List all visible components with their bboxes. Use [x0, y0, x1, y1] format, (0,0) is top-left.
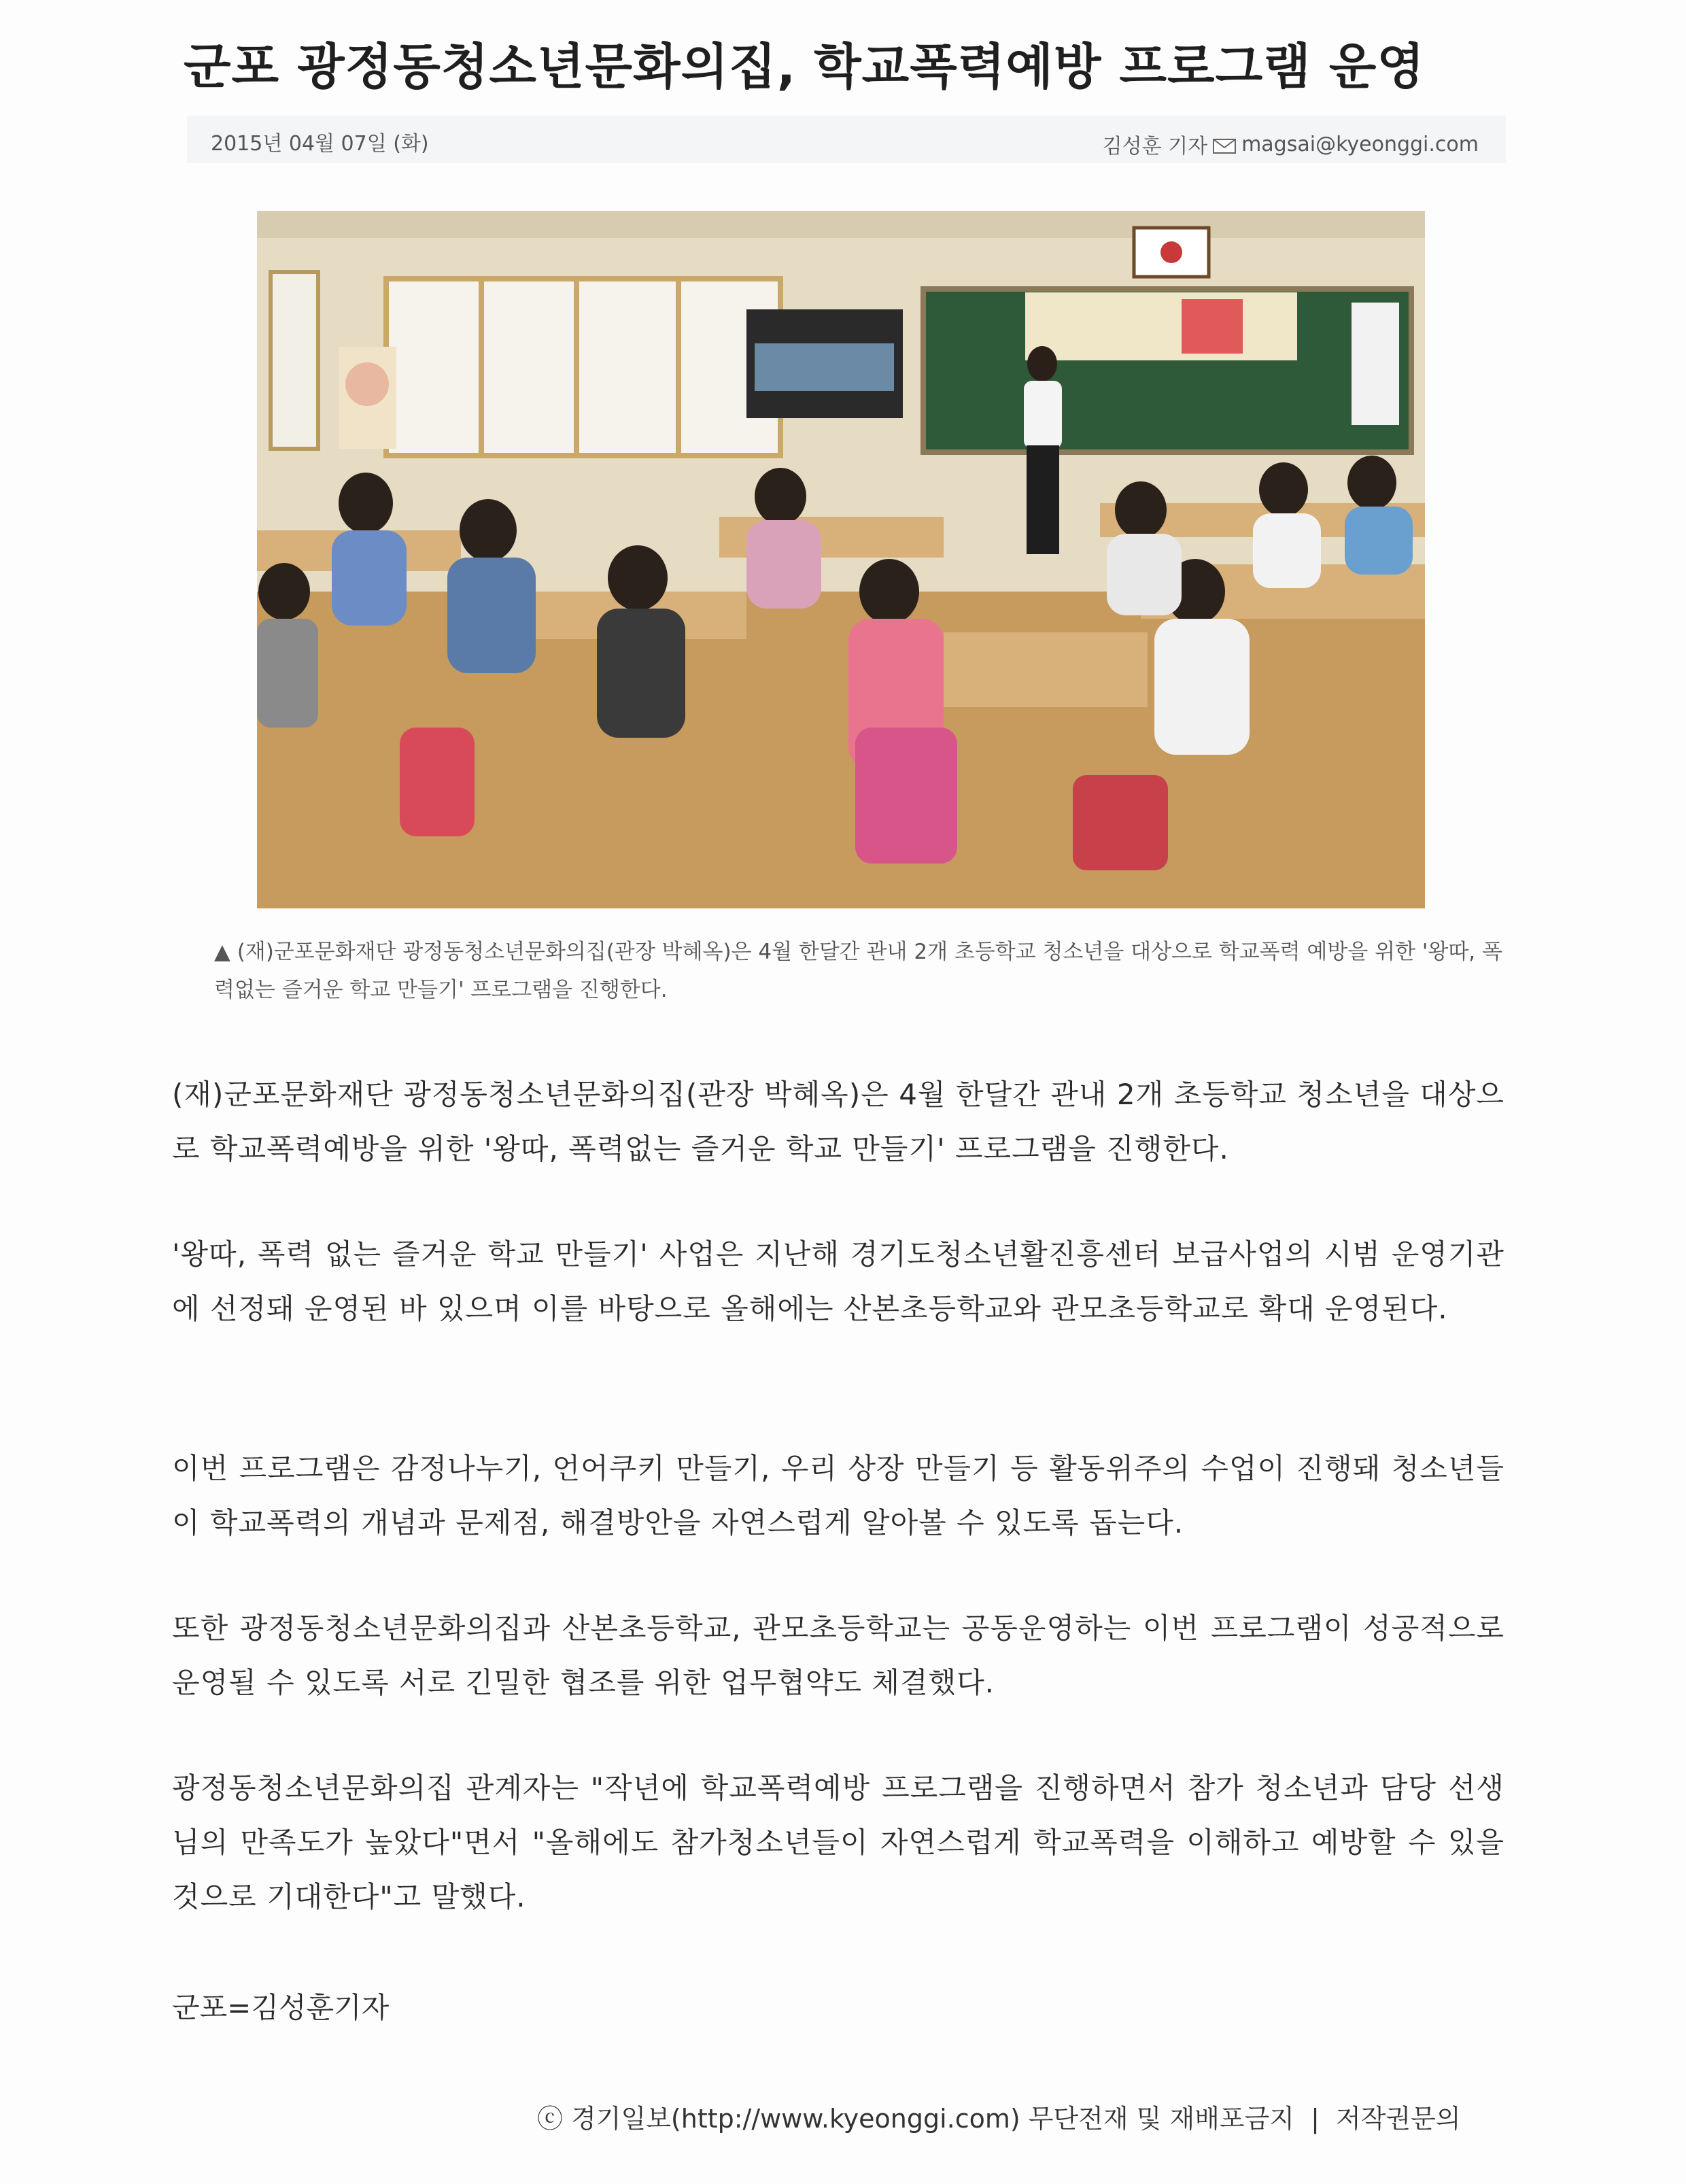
photo-caption: ▲ (재)군포문화재단 광정동청소년문화의집(관장 박혜옥)은 4월 한달간 관내 2개 초등학교 청소년을 대상으로 학교폭력 예방을 위한 '왕따, 폭력없는 즐거운 학교 만들기' 프로그램을 진행한다. — [214, 940, 1502, 1002]
reporter-email[interactable]: magsai@kyeonggi.com — [1241, 132, 1479, 156]
article-paragraph: '왕따, 폭력 없는 즐거운 학교 만들기' 사업은 지난해 경기도청소년활진흥센터 보급사업의 시범 운영기관에 선정돼 운영된 바 있으며 이를 바탕으로 올해에는 산본초등학교와 관모초등학교로 확대 운영된다. — [172, 1238, 1504, 1325]
footer-separator: | — [1311, 2104, 1320, 2134]
article-paragraph: 또한 광정동청소년문화의집과 산본초등학교, 관모초등학교는 공동운영하는 이번 프로그램이 성공적으로 운영될 수 있도록 서로 긴밀한 협조를 위한 업무협약도 체결했다. — [172, 1611, 1504, 1699]
byline — [1103, 129, 1479, 159]
article-meta-bar — [187, 116, 1506, 163]
article-paragraph: 이번 프로그램은 감정나누기, 언어쿠키 만들기, 우리 상장 만들기 등 활동위주의 수업이 진행돼 청소년들이 학교폭력의 개념과 문제점, 해결방안을 자연스럽게 알아볼 수 있도록 돕는다. — [172, 1452, 1504, 1539]
copyright-notice[interactable]: ⓒ 경기일보(http://www.kyeonggi.com) 무단전재 및 재배포금지 — [537, 2104, 1295, 2134]
article-signature: 군포=김성훈기자 — [172, 1991, 390, 2024]
article-paragraph: (재)군포문화재단 광정동청소년문화의집(관장 박혜옥)은 4월 한달간 관내 2개 초등학교 청소년을 대상으로 학교폭력예방을 위한 '왕따, 폭력없는 즐거운 학교 만들기' 프로그램을 진행한다. — [172, 1078, 1504, 1165]
article-paragraph: 광정동청소년문화의집 관계자는 "작년에 학교폭력예방 프로그램을 진행하면서 참가 청소년과 담당 선생님의 만족도가 높았다"면서 "올해에도 참가청소년들이 자연스럽게 학교폭력을 이해하고 예방할 수 있을 것으로 기대한다"고 말했다. — [172, 1771, 1504, 1913]
article-date: 2015년 04월 07일 (화) — [211, 132, 429, 156]
article-photo — [257, 211, 1425, 908]
envelope-icon[interactable] — [1213, 136, 1236, 152]
reporter-name: 김성훈 기자 — [1102, 135, 1208, 158]
footer — [537, 2098, 1461, 2135]
copyright-inquiry-link[interactable]: 저작권문의 — [1336, 2104, 1461, 2134]
article-title: 군포 광정동청소년문화의집, 학교폭력예방 프로그램 운영 — [184, 38, 1425, 95]
